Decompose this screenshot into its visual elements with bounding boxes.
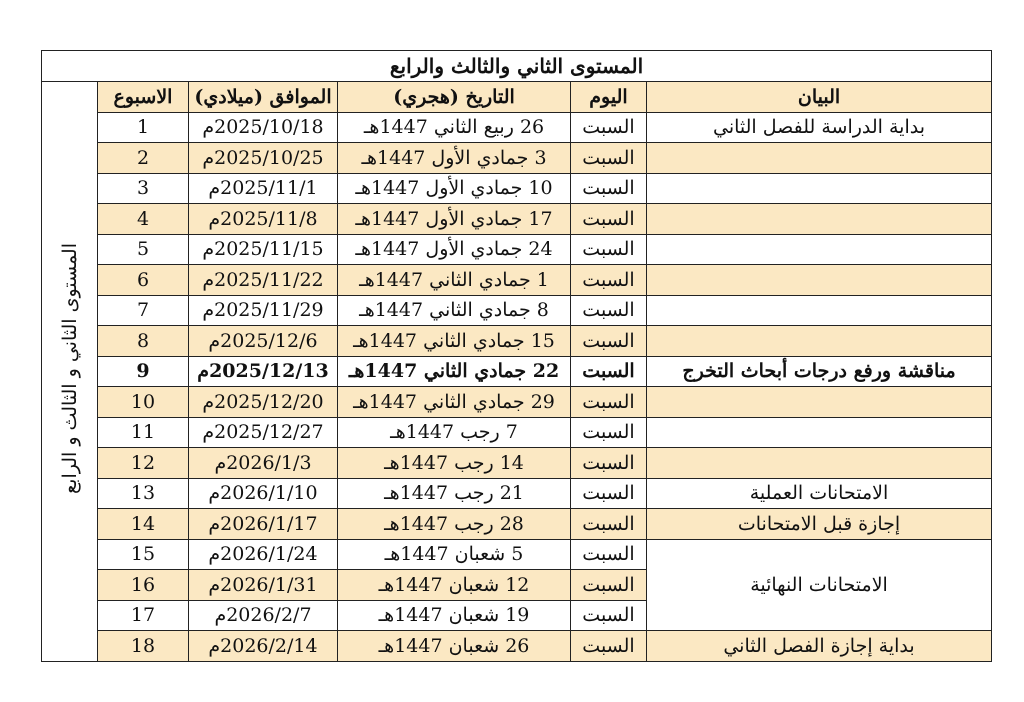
statement-cell xyxy=(647,234,992,265)
week-cell: 12 xyxy=(98,448,189,479)
week-cell: 4 xyxy=(98,204,189,235)
gregorian-date-cell: 2025/11/8م xyxy=(189,204,338,235)
statement-cell: بداية إجازة الفصل الثاني xyxy=(647,631,992,662)
statement-cell: الامتحانات النهائية xyxy=(647,539,992,631)
week-cell: 13 xyxy=(98,478,189,509)
day-cell: السبت xyxy=(571,448,647,479)
table-row xyxy=(42,539,992,570)
day-cell: السبت xyxy=(571,356,647,387)
week-cell: 18 xyxy=(98,631,189,662)
table-row xyxy=(42,265,992,296)
statement-cell xyxy=(647,387,992,418)
gregorian-date-cell: 2025/10/25م xyxy=(189,143,338,174)
table-row xyxy=(42,173,992,204)
statement-cell xyxy=(647,326,992,357)
table-row xyxy=(42,387,992,418)
academic-calendar-table xyxy=(41,50,992,662)
gregorian-date-cell: 2025/10/18م xyxy=(189,112,338,143)
statement-cell xyxy=(647,448,992,479)
gregorian-date-cell: 2025/11/29م xyxy=(189,295,338,326)
header-statement: البيان xyxy=(647,82,992,113)
statement-cell: الامتحانات العملية xyxy=(647,478,992,509)
day-cell: السبت xyxy=(571,631,647,662)
statement-cell xyxy=(647,173,992,204)
gregorian-date-cell: 2025/12/20م xyxy=(189,387,338,418)
week-cell: 6 xyxy=(98,265,189,296)
table-row xyxy=(42,204,992,235)
gregorian-date-cell: 2026/2/7م xyxy=(189,600,338,631)
table-row xyxy=(42,234,992,265)
week-cell: 16 xyxy=(98,570,189,601)
day-cell: السبت xyxy=(571,387,647,418)
hijri-date-cell: 24 جمادي الأول 1447هـ xyxy=(338,234,571,265)
gregorian-date-cell: 2025/11/15م xyxy=(189,234,338,265)
gregorian-date-cell: 2025/12/13م xyxy=(189,356,338,387)
day-cell: السبت xyxy=(571,295,647,326)
gregorian-date-cell: 2026/1/31م xyxy=(189,570,338,601)
hijri-date-cell: 22 جمادي الثاني 1447هـ xyxy=(338,356,571,387)
statement-cell xyxy=(647,204,992,235)
gregorian-date-cell: 2026/1/3م xyxy=(189,448,338,479)
day-cell: السبت xyxy=(571,570,647,601)
table-row xyxy=(42,295,992,326)
hijri-date-cell: 3 جمادي الأول 1447هـ xyxy=(338,143,571,174)
side-label: المستوى الثاني و الثالث و الرابع xyxy=(58,243,81,495)
statement-cell: إجازة قبل الامتحانات xyxy=(647,509,992,540)
week-cell: 7 xyxy=(98,295,189,326)
table-row xyxy=(42,478,992,509)
table-row xyxy=(42,143,992,174)
table-title: المستوى الثاني والثالث والرابع xyxy=(42,51,992,82)
statement-cell xyxy=(647,143,992,174)
statement-cell: مناقشة ورفع درجات أبحاث التخرج xyxy=(647,356,992,387)
day-cell: السبت xyxy=(571,234,647,265)
table-row xyxy=(42,326,992,357)
hijri-date-cell: 21 رجب 1447هـ xyxy=(338,478,571,509)
header-hijri: التاريخ (هجري) xyxy=(338,82,571,113)
gregorian-date-cell: 2026/2/14م xyxy=(189,631,338,662)
gregorian-date-cell: 2026/1/17م xyxy=(189,509,338,540)
gregorian-date-cell: 2025/12/27م xyxy=(189,417,338,448)
hijri-date-cell: 19 شعبان 1447هـ xyxy=(338,600,571,631)
day-cell: السبت xyxy=(571,143,647,174)
week-cell: 15 xyxy=(98,539,189,570)
hijri-date-cell: 29 جمادي الثاني 1447هـ xyxy=(338,387,571,418)
week-cell: 11 xyxy=(98,417,189,448)
table-row xyxy=(42,448,992,479)
week-cell: 3 xyxy=(98,173,189,204)
day-cell: السبت xyxy=(571,204,647,235)
table-row xyxy=(42,112,992,143)
hijri-date-cell: 26 شعبان 1447هـ xyxy=(338,631,571,662)
header-day: اليوم xyxy=(571,82,647,113)
header-week: الاسبوع xyxy=(98,82,189,113)
day-cell: السبت xyxy=(571,417,647,448)
header-gregorian: الموافق (ميلادي) xyxy=(189,82,338,113)
week-cell: 10 xyxy=(98,387,189,418)
statement-cell xyxy=(647,265,992,296)
day-cell: السبت xyxy=(571,478,647,509)
gregorian-date-cell: 2025/12/6م xyxy=(189,326,338,357)
table-row xyxy=(42,356,992,387)
table-row xyxy=(42,417,992,448)
week-cell: 14 xyxy=(98,509,189,540)
hijri-date-cell: 10 جمادي الأول 1447هـ xyxy=(338,173,571,204)
day-cell: السبت xyxy=(571,112,647,143)
gregorian-date-cell: 2026/1/10م xyxy=(189,478,338,509)
hijri-date-cell: 15 جمادي الثاني 1447هـ xyxy=(338,326,571,357)
week-cell: 1 xyxy=(98,112,189,143)
statement-cell xyxy=(647,295,992,326)
hijri-date-cell: 7 رجب 1447هـ xyxy=(338,417,571,448)
table-row xyxy=(42,631,992,662)
week-cell: 17 xyxy=(98,600,189,631)
week-cell: 9 xyxy=(98,356,189,387)
calendar-table-wrapper xyxy=(41,50,991,662)
hijri-date-cell: 8 جمادي الثاني 1447هـ xyxy=(338,295,571,326)
week-cell: 5 xyxy=(98,234,189,265)
table-row xyxy=(42,509,992,540)
week-cell: 2 xyxy=(98,143,189,174)
day-cell: السبت xyxy=(571,509,647,540)
hijri-date-cell: 1 جمادي الثاني 1447هـ xyxy=(338,265,571,296)
week-cell: 8 xyxy=(98,326,189,357)
day-cell: السبت xyxy=(571,326,647,357)
side-label-cell xyxy=(42,82,98,662)
gregorian-date-cell: 2025/11/22م xyxy=(189,265,338,296)
hijri-date-cell: 17 جمادي الأول 1447هـ xyxy=(338,204,571,235)
hijri-date-cell: 14 رجب 1447هـ xyxy=(338,448,571,479)
gregorian-date-cell: 2025/11/1م xyxy=(189,173,338,204)
hijri-date-cell: 5 شعبان 1447هـ xyxy=(338,539,571,570)
gregorian-date-cell: 2026/1/24م xyxy=(189,539,338,570)
day-cell: السبت xyxy=(571,265,647,296)
hijri-date-cell: 12 شعبان 1447هـ xyxy=(338,570,571,601)
statement-cell: بداية الدراسة للفصل الثاني xyxy=(647,112,992,143)
day-cell: السبت xyxy=(571,600,647,631)
day-cell: السبت xyxy=(571,173,647,204)
hijri-date-cell: 28 رجب 1447هـ xyxy=(338,509,571,540)
statement-cell xyxy=(647,417,992,448)
day-cell: السبت xyxy=(571,539,647,570)
hijri-date-cell: 26 ربيع الثاني 1447هـ xyxy=(338,112,571,143)
